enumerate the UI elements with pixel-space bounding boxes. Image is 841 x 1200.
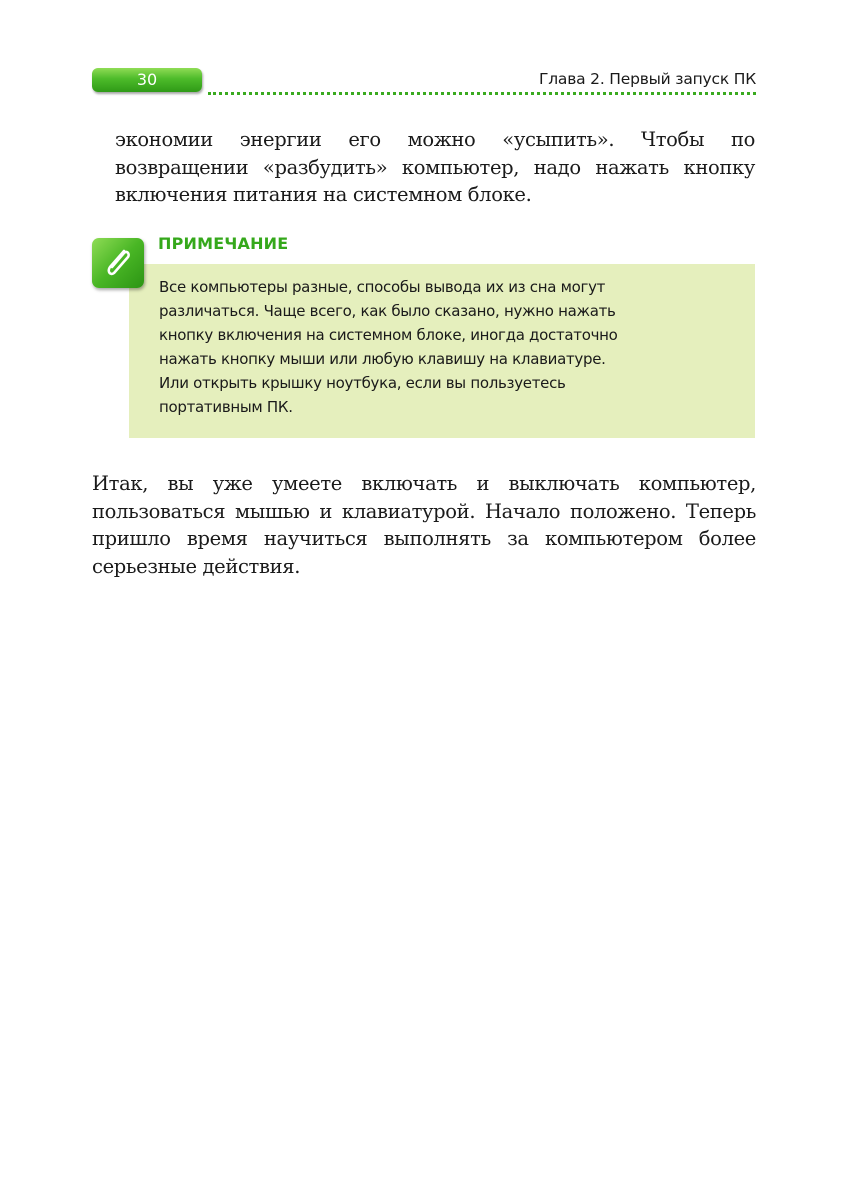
note-heading: ПРИМЕЧАНИЕ bbox=[158, 234, 289, 253]
note-line: различаться. Чаще всего, как было сказано, нужно нажать bbox=[159, 302, 616, 320]
note-text bbox=[159, 275, 659, 419]
note-line: кнопку включения на системном блоке, иногда достаточно bbox=[159, 326, 618, 344]
body-paragraph-top: экономии энергии его можно «усыпить». Чтобы по возвращении «разбудить» компьютер, надо нажать кнопку включения питания на системном блоке. bbox=[115, 128, 755, 206]
note-line: портативным ПК. bbox=[159, 398, 293, 416]
page-number-badge: 30 bbox=[92, 68, 202, 92]
note-line: Все компьютеры разные, способы вывода их из сна могут bbox=[159, 278, 606, 296]
note-line: нажать кнопку мыши или любую клавишу на клавиатуре. bbox=[159, 350, 606, 368]
paperclip-icon bbox=[92, 238, 144, 288]
chapter-title: Глава 2. Первый запуск ПК bbox=[535, 70, 756, 88]
page-header bbox=[92, 64, 756, 104]
header-dotted-rule bbox=[208, 92, 756, 95]
note-block bbox=[92, 234, 756, 442]
note-line: Или открыть крышку ноутбука, если вы пользуетесь bbox=[159, 374, 566, 392]
note-box bbox=[129, 264, 755, 438]
body-paragraph-bottom: Итак, вы уже умеете включать и выключать компьютер, пользоваться мышью и клавиатурой. Начало положено. Теперь пришло время научиться выполнять за компьютером более серьезные действия. bbox=[92, 472, 756, 578]
